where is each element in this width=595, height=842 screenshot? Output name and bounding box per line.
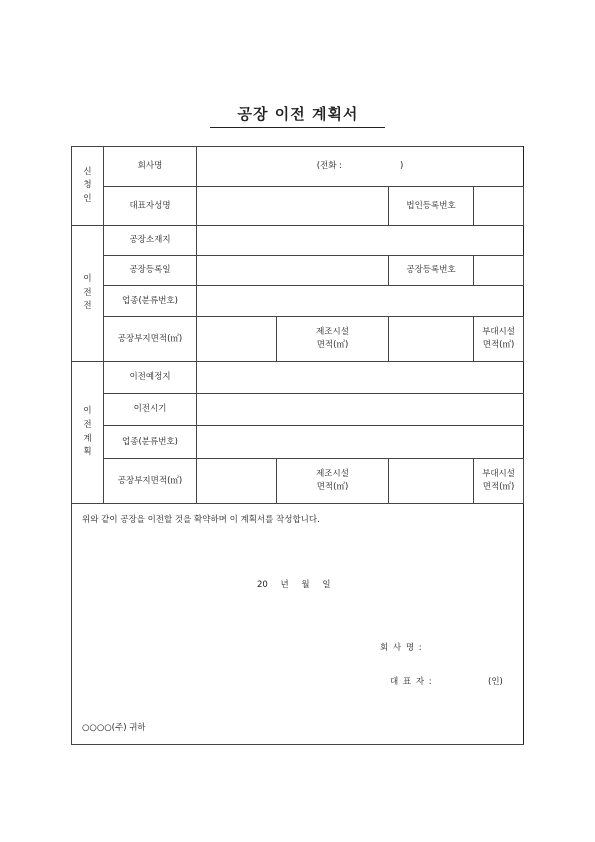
- mfg-area-label-2: 면적(㎡): [316, 482, 349, 492]
- statement-block: [72, 504, 524, 745]
- statement-company: 회 사 명 :: [380, 643, 422, 653]
- company-name-field[interactable]: [197, 147, 524, 187]
- factory-reg-no-field[interactable]: [474, 256, 524, 286]
- label-factory-reg-no: 공장등록번호: [389, 256, 474, 286]
- aux-facility-label-2: 부대시설: [482, 469, 515, 480]
- relocation-form-table: [71, 146, 524, 745]
- factory-reg-date-field[interactable]: [197, 256, 389, 286]
- label-company-name: 회사명: [104, 147, 197, 187]
- label-mfg-facility-2: [277, 459, 389, 504]
- label-mfg-facility: [277, 317, 389, 362]
- aux-area-label: 면적(㎡): [482, 340, 515, 350]
- mfg-facility-label: 제조시설: [316, 327, 349, 338]
- industry-2-field[interactable]: [197, 426, 524, 459]
- mfg-facility-label-2: 제조시설: [316, 469, 349, 480]
- label-planned-location: 이전예정지: [104, 362, 197, 394]
- label-relocation-time: 이전시기: [104, 394, 197, 426]
- aux-area-label-2: 면적(㎡): [482, 482, 515, 492]
- label-factory-reg-date: 공장등록일: [104, 256, 197, 286]
- title-underline: [210, 127, 385, 128]
- statement-representative: 대 표 자 :: [390, 677, 432, 687]
- label-aux-facility-2: [474, 459, 524, 504]
- phone-label: (전화 :: [316, 161, 343, 172]
- label-industry: 업종(분류번호): [104, 286, 197, 317]
- label-representative: 대표자성명: [104, 187, 197, 226]
- relocation-time-field[interactable]: [197, 394, 524, 426]
- statement-seal: (인): [488, 677, 503, 687]
- factory-location-field[interactable]: [197, 226, 524, 256]
- mfg-area-label: 면적(㎡): [316, 340, 349, 350]
- label-aux-facility: [474, 317, 524, 362]
- mfg-facility-field[interactable]: [389, 317, 474, 362]
- statement-recipient: ○○○○(주) 귀하: [82, 723, 146, 733]
- label-factory-location: 공장소재지: [104, 226, 197, 256]
- aux-facility-label: 부대시설: [482, 327, 515, 338]
- label-corp-reg-no: 법인등록번호: [389, 187, 474, 226]
- section-plan: 이전계획: [72, 362, 104, 504]
- section-before: 이전전: [72, 226, 104, 362]
- corp-reg-no-field[interactable]: [474, 187, 524, 226]
- label-site-area: 공장부지면적(㎡): [104, 317, 197, 362]
- statement-date: 20 년 월 일: [257, 580, 331, 590]
- statement-text: 위와 같이 공장을 이전할 것을 확약하며 이 계획서를 작성합니다.: [82, 515, 320, 525]
- representative-field[interactable]: [197, 187, 389, 226]
- label-industry-2: 업종(분류번호): [104, 426, 197, 459]
- label-site-area-2: 공장부지면적(㎡): [104, 459, 197, 504]
- industry-field[interactable]: [197, 286, 524, 317]
- mfg-facility-2-field[interactable]: [389, 459, 474, 504]
- phone-close: ): [400, 161, 404, 172]
- site-area-field[interactable]: [197, 317, 277, 362]
- site-area-2-field[interactable]: [197, 459, 277, 504]
- planned-location-field[interactable]: [197, 362, 524, 394]
- section-applicant: 신청인: [72, 147, 104, 226]
- document-title: 공장 이전 계획서: [237, 105, 359, 123]
